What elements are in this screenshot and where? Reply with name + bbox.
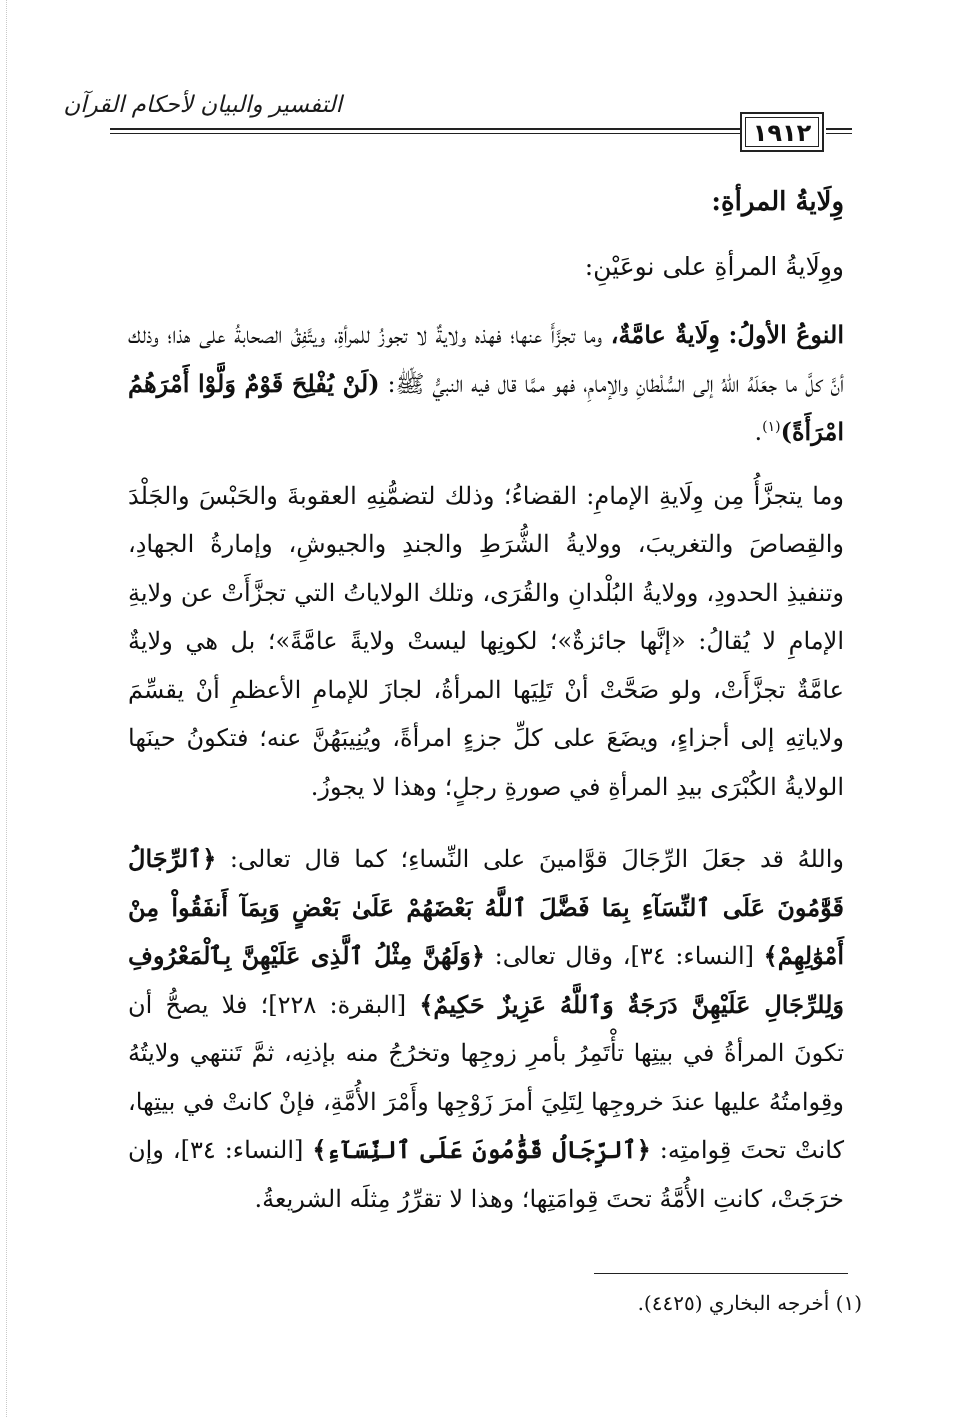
footnote-separator (594, 1273, 848, 1274)
footnote-reference[interactable]: (١) (762, 419, 781, 435)
quran-verse: ﴿ٱلرِّجَالُ قَوَّٰمُونَ عَلَى ٱلنِّسَآءِ﴾ (312, 1135, 651, 1164)
verse-reference: [البقرة: ٢٢٨]؛ فلا يصحُّ أن تكونَ المرأةُ في بيتِها تأْتَمِرُ بأمرِ زوجِها وتخرُجُ منه بإذنِه، ثمَّ تَنتهي ولايتُهُ وقِوامتُهُ عليها عندَ خروجِها لِتَلِيَ أمرَ زَوْجِها وأَمْرَ الأُمَّةِ، فإنْ كانتْ في بيتِها، كانتْ تحتَ قِوامتِه: (128, 990, 845, 1164)
hadith-quote: (لَنْ يُفْلِحَ قَوْمٌ وَلَّوْا أَمْرَهُمُ امْرَأَةً) (128, 368, 844, 446)
paragraph-first-type (128, 311, 844, 457)
paragraph-text: وما تجزَّأَ عنها؛ فهذه ولايةٌ لا تجوزُ للمرأةِ، ويتَّفِقُ الصحابةُ على هذا؛ وذلك أنَّ كلَّ ما جعَلَهُ اللهُ إلى السُّلْطانِ والإمامِ، فهو ممَّا قال فيه النبيُّ ﷺ: (128, 321, 844, 398)
section-intro: ووِلَايةُ المرأةِ على نوعَيْنِ: (584, 251, 844, 281)
header-rule-thin (110, 133, 740, 134)
footnote-marker: (١) (835, 1291, 862, 1315)
section-heading: وِلَايةُ المرأةِ: (711, 187, 844, 217)
book-title: التفسير والبيان لأحكام القرآن (63, 92, 342, 118)
type-term: وِلَايةٌ عامَّةٌ، (610, 320, 720, 349)
quran-verse: ﴿ٱلرِّجَالُ قَوَّٰمُونَ عَلَى ٱلنِّسَآءِ بِمَا فَضَّلَ ٱللَّهُ بَعْضَهُمْ عَلَىٰ بَعْضٍ وَبِمَآ أَنفَقُواْ مِنْ أَمْوَٰلِهِمْ﴾ (128, 844, 845, 970)
page-number-frame (740, 112, 824, 152)
footnote (128, 1288, 862, 1318)
verse-reference: [النساء: ٣٤]، وإن خرَجَتْ، كانتِ الأُمَّةُ تحتَ قِوامَتِها؛ وهذا لا تقرِّرُ مِثلَه الشريعةُ. (128, 1136, 844, 1213)
scan-edge-line (6, 0, 7, 1417)
main-text (128, 178, 844, 1238)
footnote-text: أخرجه البخاري (٤٤٢٥). (637, 1291, 836, 1315)
paragraph-divisible: وما يتجزَّأُ مِن وِلَايةِ الإمامِ: القضاءُ؛ وذلك لتضمُّنِهِ العقوبةَ والحَبْسَ والجَلْدَ والقِصاصَ والتغريبَ، وولايةُ الشُّرَطِ والجندِ والجيوشِ، وإمارةُ الجهادِ، وتنفيذِ الحدودِ، وولايةُ البُلْدانِ والقُرَى، وتلك الولاياتُ التي تجزَّأَتْ عن ولايةِ الإمامِ لا يُقالُ: «إنَّها جائزةٌ»؛ لكونِها ليستْ ولايةً عامَّةً»؛ بل هي ولايةٌ عامَّةٌ تجزَّأَتْ، ولو صَحَّتْ أنْ تَلِيَها المرأةُ، لجازَ للإمامِ الأعظمِ أنْ يقسِّمَ ولاياتِهِ إلى أجزاءٍ، ويضَعَ على كلِّ جزءٍ امرأةً، ويُنِيبَهُنَّ عنه؛ فتكونُ حينَها الولايةُ الكُبْرَى بيدِ المرأةِ في صورةِ رجلٍ؛ وهذا لا يجوزُ. (128, 481, 844, 801)
paragraph-end: . (754, 418, 763, 446)
paragraph-text: واللهُ قد جعَلَ الرِّجَالَ قوَّامينَ على النِّساءِ؛ كما قال تعالى: (216, 845, 844, 873)
header-rule-right (826, 128, 852, 130)
quran-verse: ﴿وَلَهُنَّ مِثْلُ ٱلَّذِى عَلَيْهِنَّ بِٱلْمَعْرُوفِ وَلِلرِّجَالِ عَلَيْهِنَّ دَرَجَةٌ وَٱللَّهُ عَزِيزٌ حَكِيمٌ﴾ (128, 941, 845, 1019)
type-label: النوعُ الأولُ: (728, 320, 845, 349)
header-rule-right-thin (826, 133, 852, 134)
paragraph-guardianship (128, 835, 844, 1223)
page-header (63, 88, 850, 158)
header-rule (110, 128, 740, 130)
page-number: ١٩١٢ (752, 119, 812, 147)
verse-reference: [النساء: ٣٤]، وقال تعالى: (484, 942, 764, 970)
